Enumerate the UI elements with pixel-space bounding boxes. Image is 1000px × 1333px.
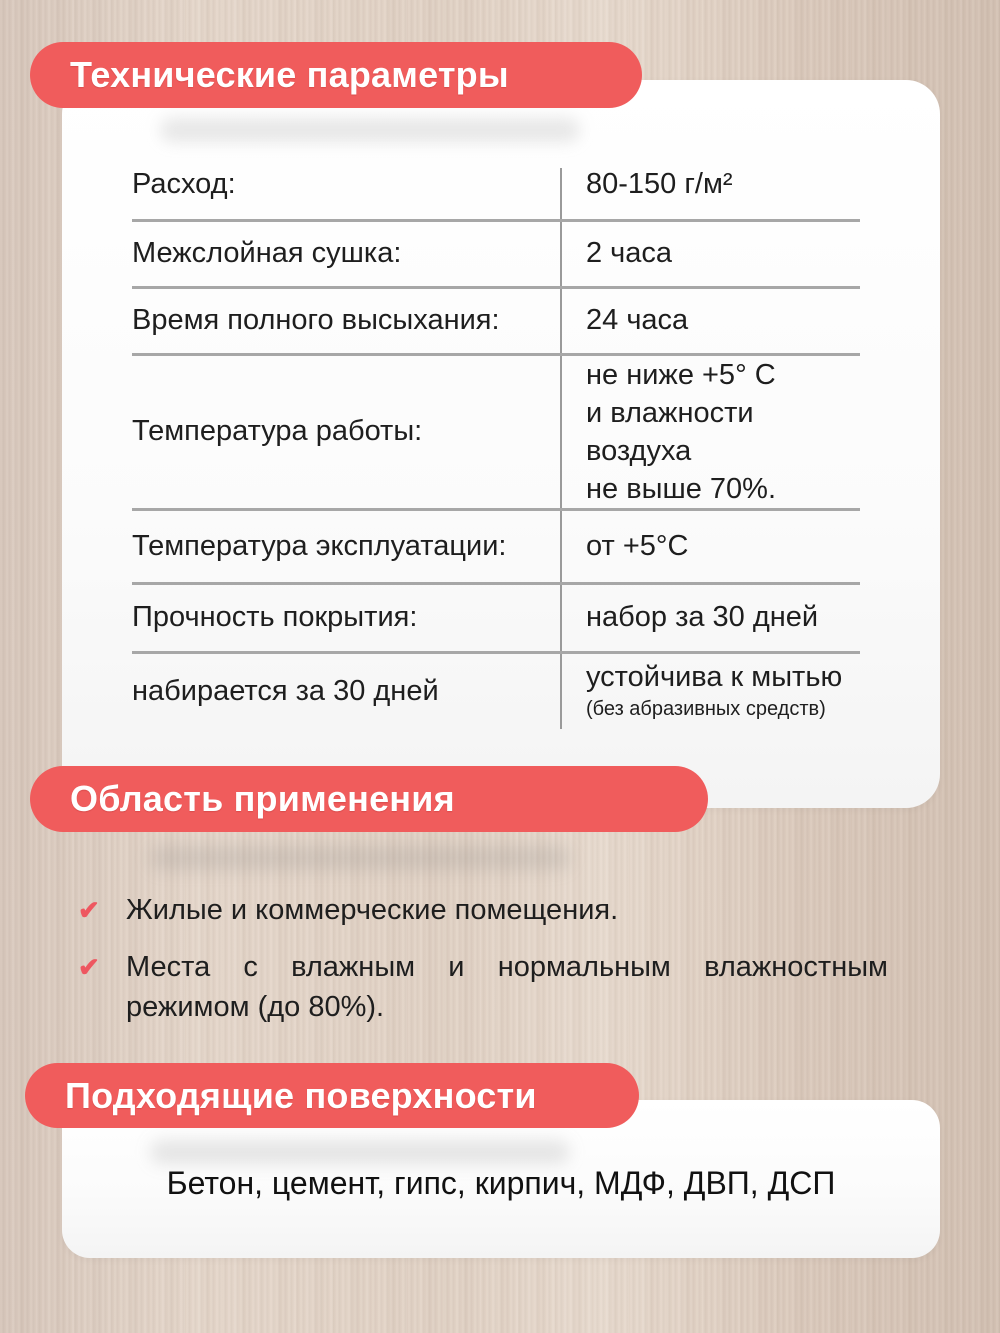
- value-note: (без абразивных средств): [586, 698, 826, 721]
- table-row: [132, 652, 860, 729]
- param-label: набирается за 30 дней: [132, 674, 439, 707]
- surfaces-text: Бетон, цемент, гипс, кирпич, МДФ, ДВП, ДСП: [166, 1165, 836, 1201]
- param-value: 2 часа: [561, 220, 860, 287]
- param-value: 80-150 г/м²: [561, 168, 860, 220]
- surfaces-title: Подходящие поверхности: [65, 1074, 537, 1116]
- param-value: [561, 652, 860, 729]
- value-line: и влажности воздуха: [586, 396, 754, 467]
- surfaces-heading: [25, 1063, 639, 1128]
- table-row: [132, 168, 860, 220]
- param-label: Время полного высыхания:: [132, 287, 561, 354]
- application-list: [78, 890, 888, 1044]
- param-value: набор за 30 дней: [561, 583, 860, 652]
- heading-shadow: [150, 1140, 570, 1164]
- param-label: Прочность покрытия:: [132, 583, 561, 652]
- table-row: [132, 354, 860, 509]
- param-label: Расход:: [132, 168, 561, 220]
- check-icon: ✔: [78, 952, 100, 982]
- param-value: [561, 354, 860, 509]
- heading-shadow: [150, 846, 570, 870]
- list-item-text: Жилые и коммерческие помещения.: [126, 894, 619, 926]
- value-line: не ниже +5° С: [586, 358, 776, 391]
- table-row: [132, 583, 860, 652]
- table-row: [132, 287, 860, 354]
- application-heading: [30, 766, 708, 832]
- param-value: 24 часа: [561, 287, 860, 354]
- list-item: [78, 947, 888, 1027]
- params-table: [132, 168, 860, 729]
- param-value: от +5°С: [561, 509, 860, 583]
- heading-shadow: [160, 118, 580, 142]
- value-main: устойчива к мытью: [586, 661, 843, 694]
- tech-params-heading: [30, 42, 642, 108]
- value-line: не выше 70%.: [586, 472, 777, 505]
- param-label: Температура работы:: [132, 354, 561, 509]
- list-item-text: Места с влажным и нормальным влажностным режимом (до 80%).: [126, 951, 888, 1023]
- tech-params-title: Технические параметры: [70, 54, 509, 95]
- list-item: [78, 890, 888, 930]
- application-title: Область применения: [70, 778, 455, 819]
- table-row: [132, 509, 860, 583]
- param-label: Межслойная сушка:: [132, 220, 561, 287]
- check-icon: ✔: [78, 895, 100, 925]
- table-row: [132, 220, 860, 287]
- param-label: Температура эксплуатации:: [132, 509, 561, 583]
